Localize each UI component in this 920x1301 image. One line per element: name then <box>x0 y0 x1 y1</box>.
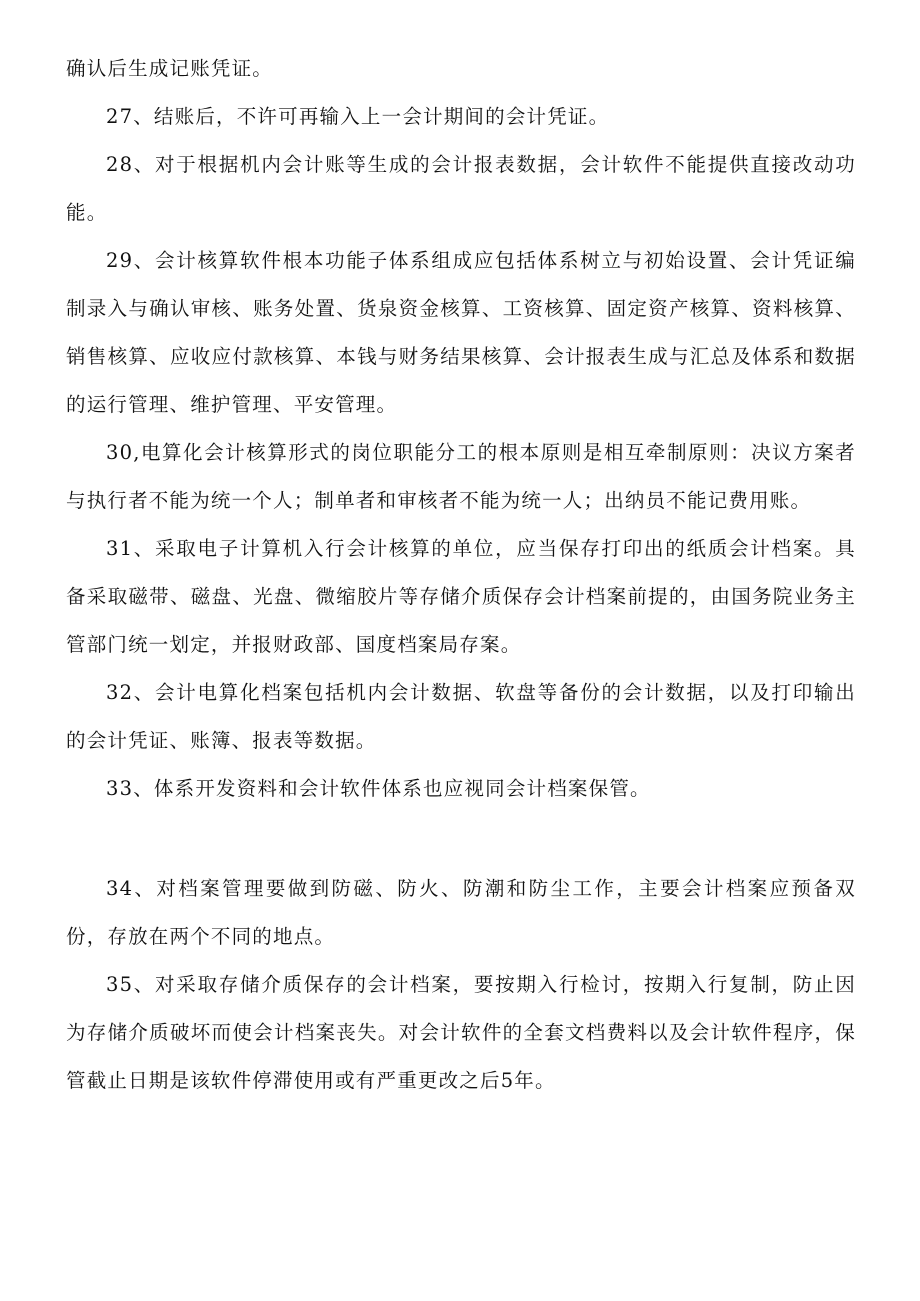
paragraph-item-27: 27、结账后，不许可再输入上一会计期间的会计凭证。 <box>106 105 610 128</box>
paragraph-item-32: 32、会计电算化档案包括机内会计数据、软盘等备份的会计数据，以及打印输出的会计凭证、账簿、报表等数据。 <box>66 681 856 752</box>
paragraph-item-30: 30,电算化会计核算形式的岗位职能分工的根本原则是相互牵制原则：决议方案者与执行者不能为统一个人；制单者和审核者不能为统一人；出纳员不能记费用账。 <box>66 441 856 512</box>
paragraph-item-34: 34、对档案管理要做到防磁、防火、防潮和防尘工作，主要会计档案应预备双份，存放在两个不同的地点。 <box>66 877 856 948</box>
paragraph-item-28: 28、对于根据机内会计账等生成的会计报表数据，会计软件不能提供直接改动功能。 <box>66 153 856 224</box>
paragraph-continuation: 确认后生成记账凭证。 <box>66 57 274 80</box>
paragraph-item-31: 31、采取电子计算机入行会计核算的单位，应当保存打印出的纸质会计档案。具备采取磁带、磁盘、光盘、微缩胶片等存储介质保存会计档案前提的，由国务院业务主管部门统一划定，并报财政部、国度档案局存案。 <box>66 537 856 656</box>
paragraph-item-33: 33、体系开发资料和会计软件体系也应视同会计档案保管。 <box>106 777 651 800</box>
paragraph-item-29: 29、会计核算软件根本功能子体系组成应包括体系树立与初始设置、会计凭证编制录入与确认审核、账务处置、货泉资金核算、工资核算、固定资产核算、资料核算、销售核算、应收应付款核算、本钱与财务结果核算、会计报表生成与汇总及体系和数据的运行管理、维护管理、平安管理。 <box>66 249 856 416</box>
paragraph-item-35: 35、对采取存储介质保存的会计档案，要按期入行检讨，按期入行复制，防止因为存储介质破坏而使会计档案丧失。对会计软件的全套文档费料以及会计软件程序，保管截止日期是该软件停滞使用或有严重更改之后5年。 <box>66 973 856 1092</box>
